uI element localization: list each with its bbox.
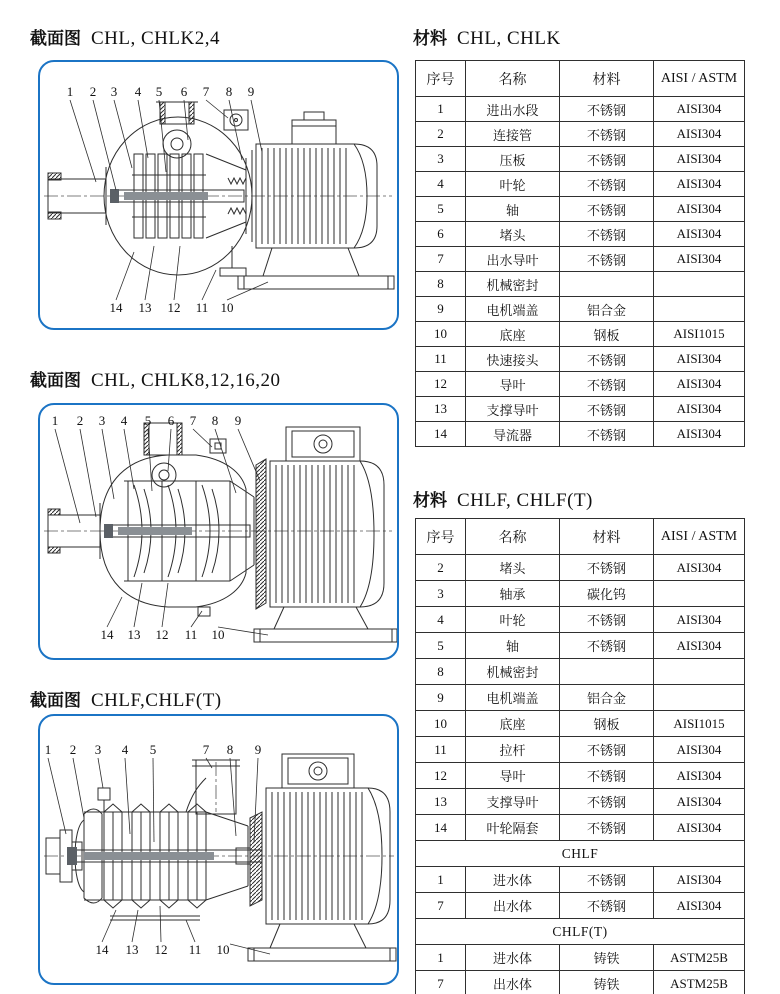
table-header-row xyxy=(416,519,745,555)
callout-number: 7 xyxy=(202,742,210,757)
cell-name: 出水体 xyxy=(466,971,560,994)
table-row xyxy=(416,172,745,197)
table-row xyxy=(416,322,745,347)
pump-casing xyxy=(100,423,246,616)
motor xyxy=(256,112,377,248)
cell-name: 进水体 xyxy=(466,867,560,893)
callout-number: 3 xyxy=(94,742,102,757)
diffuser-cone-and-seal xyxy=(206,812,262,906)
col-header-no: 序号 xyxy=(416,519,466,555)
cell-no: 10 xyxy=(416,711,466,737)
table-group-row xyxy=(416,919,745,945)
cell-name: 底座 xyxy=(466,711,560,737)
callout-number: 11 xyxy=(188,942,202,957)
cell-no: 2 xyxy=(416,555,466,581)
cell-material: 不锈钢 xyxy=(560,222,654,247)
table-label: 材料 xyxy=(413,491,447,510)
cell-material: 不锈钢 xyxy=(560,607,654,633)
pump-cross-section-drawing xyxy=(40,716,397,983)
table-models: CHL, CHLK xyxy=(457,28,561,49)
table-row xyxy=(416,763,745,789)
cell-material: 不锈钢 xyxy=(560,172,654,197)
callout-number: 1 xyxy=(51,413,59,428)
diffuser-cone-and-flange xyxy=(230,459,266,609)
motor xyxy=(270,427,384,607)
cell-name: 机械密封 xyxy=(466,272,560,297)
cell-no: 10 xyxy=(416,322,466,347)
cell-material: 不锈钢 xyxy=(560,147,654,172)
cell-material: 不锈钢 xyxy=(560,789,654,815)
cell-name: 导叶 xyxy=(466,763,560,789)
table-row xyxy=(416,147,745,172)
cell-name: 支撑导叶 xyxy=(466,397,560,422)
cell-aisi: AISI304 xyxy=(654,607,745,633)
cell-no: 3 xyxy=(416,147,466,172)
cell-material: 铝合金 xyxy=(560,685,654,711)
diagram-panel-chlf xyxy=(38,714,399,985)
callout-number: 5 xyxy=(149,742,157,757)
cell-aisi: AISI304 xyxy=(654,633,745,659)
callout-number: 13 xyxy=(125,942,139,957)
cell-aisi xyxy=(654,297,745,322)
callout-number: 1 xyxy=(66,84,74,99)
cell-material: 碳化钨 xyxy=(560,581,654,607)
table-row xyxy=(416,422,745,447)
callout-number: 10 xyxy=(220,300,234,315)
cell-aisi xyxy=(654,581,745,607)
cell-no: 7 xyxy=(416,971,466,994)
callout-number: 3 xyxy=(98,413,106,428)
cell-no: 11 xyxy=(416,347,466,372)
col-header-material: 材料 xyxy=(560,519,654,555)
cell-name: 快速接头 xyxy=(466,347,560,372)
cell-name: 电机端盖 xyxy=(466,685,560,711)
callout-number: 10 xyxy=(216,942,230,957)
cell-name: 轴 xyxy=(466,633,560,659)
table-row xyxy=(416,893,745,919)
callout-number: 2 xyxy=(76,413,84,428)
cell-aisi: AISI304 xyxy=(654,867,745,893)
table-row xyxy=(416,122,745,147)
callout-number: 14 xyxy=(109,300,123,315)
cell-no: 1 xyxy=(416,945,466,971)
cell-no: 3 xyxy=(416,581,466,607)
section-label: 截面图 xyxy=(30,29,81,48)
cell-aisi: AISI304 xyxy=(654,397,745,422)
cell-no: 14 xyxy=(416,422,466,447)
cell-no: 13 xyxy=(416,789,466,815)
cell-no: 12 xyxy=(416,372,466,397)
cell-name: 导叶 xyxy=(466,372,560,397)
table-row xyxy=(416,372,745,397)
cell-aisi xyxy=(654,685,745,711)
callout-number: 5 xyxy=(144,413,152,428)
cell-no: 7 xyxy=(416,247,466,272)
materials-table-chl-chlk xyxy=(415,60,745,447)
group-label: CHLF(T) xyxy=(416,919,745,945)
cell-no: 5 xyxy=(416,633,466,659)
cell-aisi: AISI304 xyxy=(654,347,745,372)
table-row xyxy=(416,789,745,815)
table-title-chlf xyxy=(413,486,593,512)
cell-aisi: AISI304 xyxy=(654,222,745,247)
cell-name: 堵头 xyxy=(466,222,560,247)
section-title-chlf xyxy=(30,686,222,712)
col-header-aisi: AISI / ASTM xyxy=(654,61,745,97)
cell-name: 进出水段 xyxy=(466,97,560,122)
cell-aisi: AISI304 xyxy=(654,555,745,581)
callout-number: 11 xyxy=(195,300,209,315)
cell-no: 7 xyxy=(416,893,466,919)
callout-number: 8 xyxy=(226,742,234,757)
callout-number: 10 xyxy=(211,627,225,642)
col-header-no: 序号 xyxy=(416,61,466,97)
cell-material: 不锈钢 xyxy=(560,247,654,272)
cell-aisi xyxy=(654,659,745,685)
section-models: CHL, CHLK2,4 xyxy=(91,28,220,49)
cell-aisi: AISI304 xyxy=(654,122,745,147)
table-row xyxy=(416,222,745,247)
table-row xyxy=(416,397,745,422)
callout-number: 6 xyxy=(167,413,175,428)
callout-number: 9 xyxy=(234,413,242,428)
cell-material: 不锈钢 xyxy=(560,347,654,372)
callout-number: 2 xyxy=(89,84,97,99)
pump-cross-section-drawing xyxy=(40,405,397,658)
table-row xyxy=(416,945,745,971)
col-header-material: 材料 xyxy=(560,61,654,97)
cell-name: 轴承 xyxy=(466,581,560,607)
cell-name: 出水导叶 xyxy=(466,247,560,272)
cell-aisi: AISI304 xyxy=(654,97,745,122)
base-frame xyxy=(248,924,396,961)
section-models: CHL, CHLK8,12,16,20 xyxy=(91,370,281,391)
table-row xyxy=(416,737,745,763)
cell-material: 不锈钢 xyxy=(560,633,654,659)
cell-name: 压板 xyxy=(466,147,560,172)
callout-number: 14 xyxy=(100,627,114,642)
cell-aisi: AISI304 xyxy=(654,372,745,397)
cell-no: 4 xyxy=(416,607,466,633)
cell-material: 不锈钢 xyxy=(560,815,654,841)
cell-name: 导流器 xyxy=(466,422,560,447)
callout-number: 7 xyxy=(189,413,197,428)
cell-no: 8 xyxy=(416,272,466,297)
motor xyxy=(266,754,390,924)
table-row xyxy=(416,867,745,893)
pump-casing xyxy=(104,102,252,275)
callout-number: 6 xyxy=(180,84,188,99)
callout-number: 12 xyxy=(167,300,181,315)
cell-name: 出水体 xyxy=(466,893,560,919)
table-row xyxy=(416,711,745,737)
table-row xyxy=(416,247,745,272)
cell-no: 1 xyxy=(416,867,466,893)
cell-name: 连接管 xyxy=(466,122,560,147)
table-row xyxy=(416,971,745,994)
cell-no: 14 xyxy=(416,815,466,841)
cell-name: 拉杆 xyxy=(466,737,560,763)
diagram-panel-chl-chlk8 xyxy=(38,403,399,660)
cell-material: 不锈钢 xyxy=(560,763,654,789)
cell-no: 8 xyxy=(416,659,466,685)
table-group-row xyxy=(416,841,745,867)
col-header-aisi: AISI / ASTM xyxy=(654,519,745,555)
cell-material: 不锈钢 xyxy=(560,197,654,222)
callout-number: 11 xyxy=(184,627,198,642)
section-label: 截面图 xyxy=(30,371,81,390)
table-row xyxy=(416,197,745,222)
cell-aisi: AISI304 xyxy=(654,737,745,763)
callout-number: 12 xyxy=(155,627,169,642)
cell-name: 机械密封 xyxy=(466,659,560,685)
table-row xyxy=(416,659,745,685)
cell-material: 不锈钢 xyxy=(560,737,654,763)
cell-name: 电机端盖 xyxy=(466,297,560,322)
cell-material: 钢板 xyxy=(560,322,654,347)
cell-material: 不锈钢 xyxy=(560,555,654,581)
table-header-row xyxy=(416,61,745,97)
cell-no: 13 xyxy=(416,397,466,422)
cell-material xyxy=(560,659,654,685)
cell-material: 不锈钢 xyxy=(560,867,654,893)
cell-no: 11 xyxy=(416,737,466,763)
callout-number: 12 xyxy=(154,942,168,957)
cell-material xyxy=(560,272,654,297)
table-row xyxy=(416,97,745,122)
table-row xyxy=(416,815,745,841)
cell-aisi: AISI304 xyxy=(654,763,745,789)
cell-aisi: AISI304 xyxy=(654,422,745,447)
cell-aisi: AISI304 xyxy=(654,789,745,815)
col-header-name: 名称 xyxy=(466,61,560,97)
table-row xyxy=(416,581,745,607)
cell-material: 铸铁 xyxy=(560,945,654,971)
callout-number: 4 xyxy=(134,84,142,99)
table-row xyxy=(416,555,745,581)
cell-no: 9 xyxy=(416,685,466,711)
callout-number: 9 xyxy=(247,84,255,99)
callout-number: 1 xyxy=(44,742,52,757)
cell-aisi: AISI304 xyxy=(654,247,745,272)
cell-no: 9 xyxy=(416,297,466,322)
table-models: CHLF, CHLF(T) xyxy=(457,490,593,511)
cell-material: 不锈钢 xyxy=(560,122,654,147)
table-title-chl-chlk xyxy=(413,24,561,50)
cell-aisi: ASTM25B xyxy=(654,945,745,971)
cell-name: 堵头 xyxy=(466,555,560,581)
materials-table-chlf xyxy=(415,518,745,994)
cell-aisi xyxy=(654,272,745,297)
table-row xyxy=(416,347,745,372)
cell-no: 12 xyxy=(416,763,466,789)
cell-name: 叶轮 xyxy=(466,172,560,197)
cell-material: 不锈钢 xyxy=(560,97,654,122)
cell-aisi: AISI304 xyxy=(654,815,745,841)
col-header-name: 名称 xyxy=(466,519,560,555)
cell-no: 1 xyxy=(416,97,466,122)
cell-aisi: ASTM25B xyxy=(654,971,745,994)
cell-aisi: AISI304 xyxy=(654,172,745,197)
group-label: CHLF xyxy=(416,841,745,867)
callout-number: 13 xyxy=(127,627,141,642)
cell-no: 2 xyxy=(416,122,466,147)
cell-material: 不锈钢 xyxy=(560,893,654,919)
cell-material: 铝合金 xyxy=(560,297,654,322)
cell-no: 5 xyxy=(416,197,466,222)
callout-number: 13 xyxy=(138,300,152,315)
table-row xyxy=(416,633,745,659)
cell-aisi: AISI1015 xyxy=(654,322,745,347)
section-title-chl-chlk24 xyxy=(30,24,220,50)
table-row xyxy=(416,685,745,711)
callout-number: 8 xyxy=(225,84,233,99)
cell-name: 底座 xyxy=(466,322,560,347)
cell-name: 轴 xyxy=(466,197,560,222)
callout-number: 4 xyxy=(121,742,129,757)
cell-material: 不锈钢 xyxy=(560,422,654,447)
table-label: 材料 xyxy=(413,29,447,48)
cell-no: 4 xyxy=(416,172,466,197)
diagram-panel-chl-chlk24 xyxy=(38,60,399,330)
cell-name: 支撑导叶 xyxy=(466,789,560,815)
table-row xyxy=(416,297,745,322)
callout-number: 3 xyxy=(110,84,118,99)
cell-aisi: AISI304 xyxy=(654,893,745,919)
table-row xyxy=(416,272,745,297)
callout-number: 5 xyxy=(155,84,163,99)
cell-aisi: AISI1015 xyxy=(654,711,745,737)
pump-cross-section-drawing xyxy=(40,62,397,328)
table-row xyxy=(416,607,745,633)
cell-name: 叶轮 xyxy=(466,607,560,633)
cell-material: 不锈钢 xyxy=(560,372,654,397)
section-label: 截面图 xyxy=(30,691,81,710)
cell-name: 进水体 xyxy=(466,945,560,971)
callout-number: 7 xyxy=(202,84,210,99)
cell-no: 6 xyxy=(416,222,466,247)
base-frame xyxy=(254,607,397,642)
section-models: CHLF,CHLF(T) xyxy=(91,690,222,711)
cell-aisi: AISI304 xyxy=(654,197,745,222)
cell-aisi: AISI304 xyxy=(654,147,745,172)
callout-number: 14 xyxy=(95,942,109,957)
cell-material: 铸铁 xyxy=(560,971,654,994)
cell-name: 叶轮隔套 xyxy=(466,815,560,841)
section-title-chl-chlk8 xyxy=(30,366,280,392)
base-frame xyxy=(220,246,394,289)
callout-number: 2 xyxy=(69,742,77,757)
callout-number: 9 xyxy=(254,742,262,757)
callout-number: 4 xyxy=(120,413,128,428)
cell-material: 不锈钢 xyxy=(560,397,654,422)
callout-number: 8 xyxy=(211,413,219,428)
cell-material: 钢板 xyxy=(560,711,654,737)
